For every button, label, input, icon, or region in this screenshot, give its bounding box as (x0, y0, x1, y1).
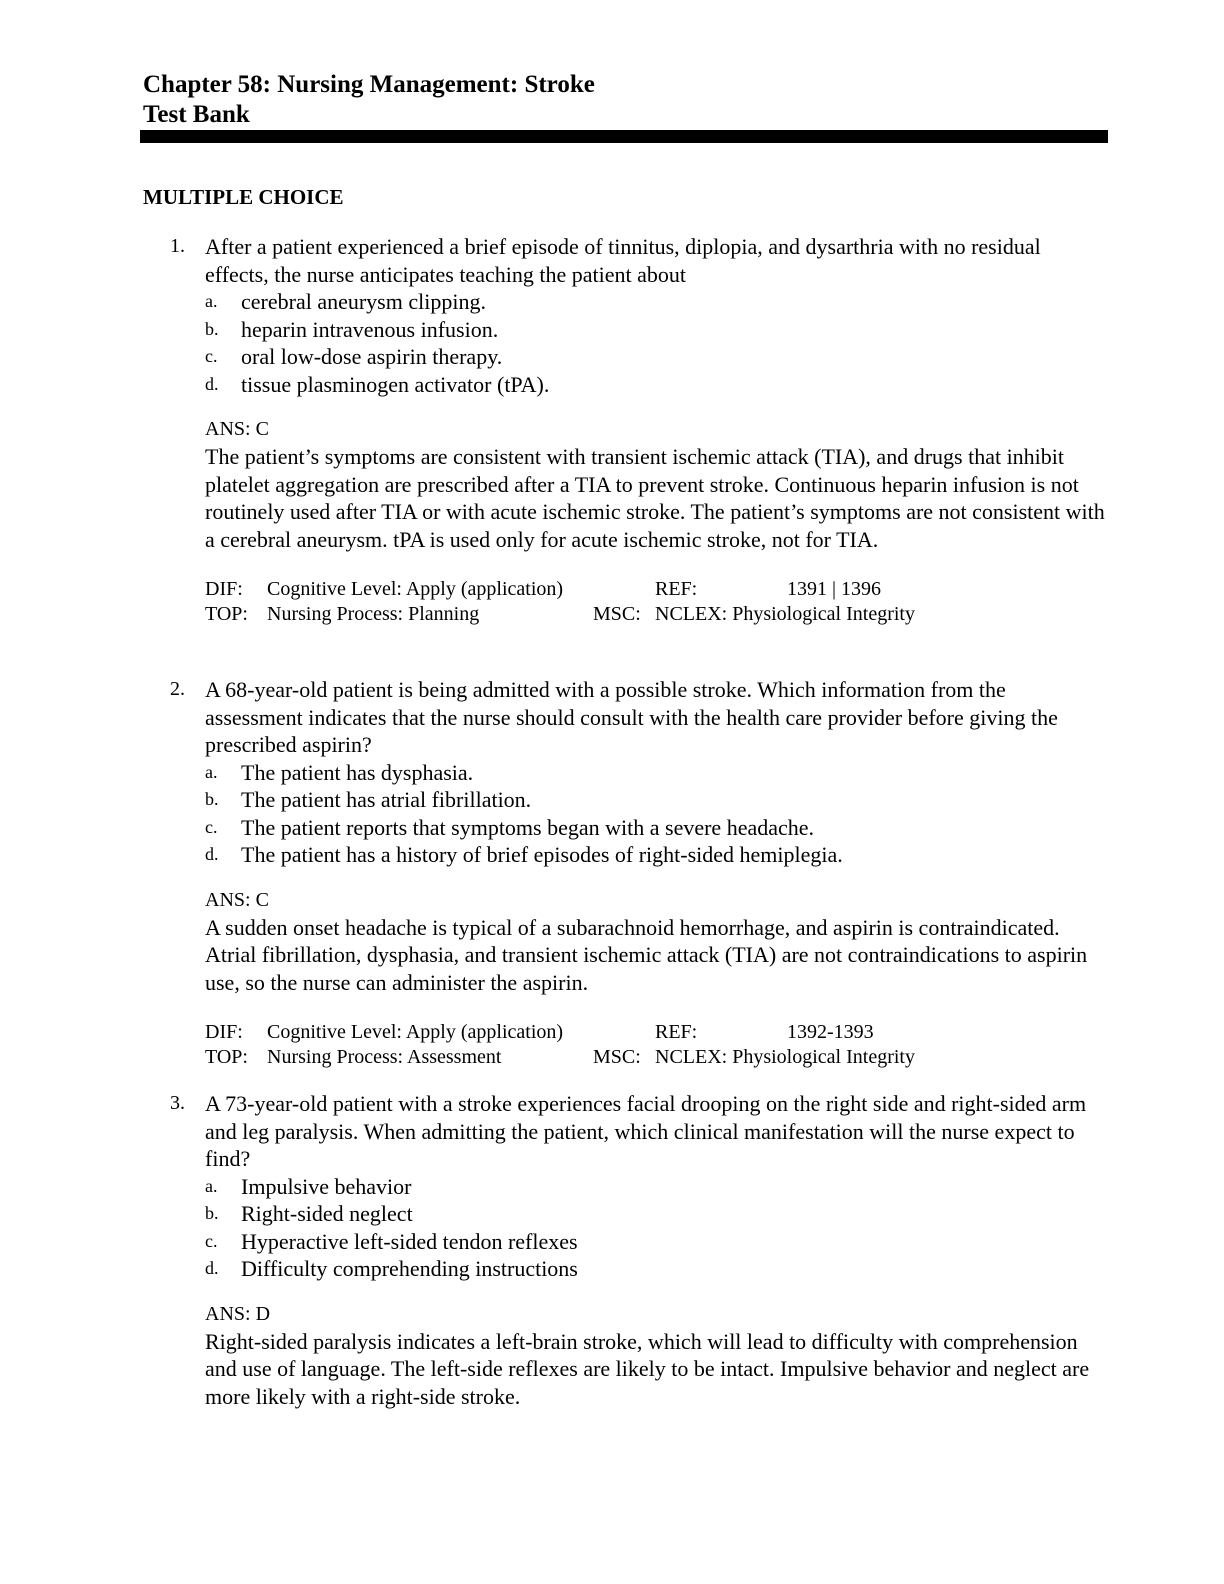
option-c (205, 1228, 1108, 1256)
question-stem: A 73-year-old patient with a stroke experiences facial drooping on the right side and right-sided arm and leg paralysis. When admitting the patient, which clinical manifestation will the nurse expect to find? (205, 1091, 1087, 1171)
question-number: 3. (170, 1092, 185, 1114)
option-letter: a. (205, 761, 218, 782)
top-label: TOP: (205, 603, 248, 625)
ref-value: 1392-1393 (787, 1021, 874, 1043)
option-text: oral low-dose aspirin therapy. (241, 344, 503, 369)
question-2 (143, 676, 1108, 1070)
option-d (205, 371, 1108, 399)
dif-label: DIF: (205, 1021, 243, 1043)
top-label: TOP: (205, 1046, 248, 1068)
option-c (205, 343, 1108, 371)
option-letter: d. (205, 1258, 219, 1278)
msc-value: NCLEX: Physiological Integrity (655, 603, 915, 625)
msc-value: NCLEX: Physiological Integrity (655, 1046, 915, 1068)
msc-label: MSC: (593, 603, 641, 625)
option-b (205, 1200, 1108, 1228)
option-b (205, 316, 1108, 344)
chapter-title (143, 70, 595, 130)
option-d (205, 841, 1108, 869)
answer-key: ANS: D (205, 1302, 271, 1325)
top-value: Nursing Process: Planning (267, 603, 480, 625)
question-stem: A 68-year-old patient is being admitted with a possible stroke. Which information from the assessment indicates that the nurse should consult with the health care provider before giving the prescribed aspirin? (205, 677, 1058, 757)
ref-value: 1391 | 1396 (787, 578, 882, 600)
answer-key: ANS: C (205, 418, 269, 440)
question-metadata (205, 577, 1108, 627)
option-text: Difficulty comprehending instructions (241, 1256, 578, 1281)
question-metadata (205, 1020, 1108, 1070)
section-heading: MULTIPLE CHOICE (143, 185, 344, 209)
option-text: The patient has atrial fibrillation. (241, 787, 532, 812)
option-letter: d. (205, 844, 219, 864)
question-1 (143, 233, 1108, 627)
option-letter: c. (205, 1230, 218, 1251)
answer-options (205, 288, 1108, 398)
option-text: Impulsive behavior (241, 1173, 412, 1199)
option-text: Right-sided neglect (241, 1201, 413, 1226)
option-letter: d. (205, 373, 219, 394)
top-value: Nursing Process: Assessment (267, 1046, 502, 1068)
option-text: The patient has a history of brief episodes of right-sided hemiplegia. (241, 842, 843, 867)
option-text: cerebral aneurysm clipping. (241, 289, 486, 314)
chapter-title-line1: Chapter 58: Nursing Management: Stroke (143, 71, 595, 98)
rationale: A sudden onset headache is typical of a subarachnoid hemorrhage, and aspirin is contraindicated. Atrial fibrillation, dysphasia, and transient ischemic attack (TIA) are not contraindications to aspirin use, so the nurse can administer the aspirin. (205, 914, 1088, 995)
option-a (205, 1173, 1108, 1201)
answer-options (205, 1173, 1108, 1283)
option-letter: b. (205, 318, 219, 339)
option-d (205, 1255, 1108, 1283)
question-number: 1. (170, 235, 185, 257)
ref-label: REF: (655, 1021, 698, 1043)
chapter-title-line2: Test Bank (143, 101, 250, 128)
option-letter: b. (205, 1203, 219, 1223)
rationale: The patient’s symptoms are consistent with transient ischemic attack (TIA), and drugs that inhibit platelet aggregation are prescribed after a TIA to prevent stroke. Continuous heparin infusion is not routinely used after TIA or with acute ischemic stroke. The patient’s symptoms are not consistent with a cerebral aneurysm. tPA is used only for acute ischemic stroke, not for TIA. (205, 444, 1105, 552)
msc-label: MSC: (593, 1046, 641, 1068)
header-rule (140, 130, 1108, 143)
option-letter: b. (205, 789, 219, 809)
question-3 (143, 1090, 1108, 1410)
question-number: 2. (170, 678, 185, 700)
option-letter: a. (205, 291, 218, 311)
answer-options (205, 759, 1108, 869)
option-letter: c. (205, 816, 218, 837)
option-c (205, 814, 1108, 842)
option-b (205, 786, 1108, 814)
question-stem: After a patient experienced a brief episode of tinnitus, diplopia, and dysarthria with no residual effects, the nurse anticipates teaching the patient about (205, 234, 1041, 287)
option-a (205, 759, 1108, 787)
ref-label: REF: (655, 578, 698, 600)
dif-value: Cognitive Level: Apply (application) (267, 1021, 564, 1043)
option-text: tissue plasminogen activator (tPA). (241, 371, 550, 397)
dif-label: DIF: (205, 578, 243, 600)
option-a (205, 288, 1108, 316)
option-letter: c. (205, 346, 218, 366)
rationale: Right-sided paralysis indicates a left-brain stroke, which will lead to difficulty with comprehension and use of language. The left-side reflexes are likely to be intact. Impulsive behavior and neglect are more likely with a right-side stroke. (205, 1328, 1090, 1409)
option-text: The patient reports that symptoms began with a severe headache. (241, 814, 815, 840)
dif-value: Cognitive Level: Apply (application) (267, 578, 564, 600)
answer-key: ANS: C (205, 888, 269, 911)
option-text: Hyperactive left-sided tendon reflexes (241, 1228, 578, 1254)
option-text: The patient has dysphasia. (241, 759, 474, 785)
option-letter: a. (205, 1175, 218, 1196)
option-text: heparin intravenous infusion. (241, 316, 499, 342)
